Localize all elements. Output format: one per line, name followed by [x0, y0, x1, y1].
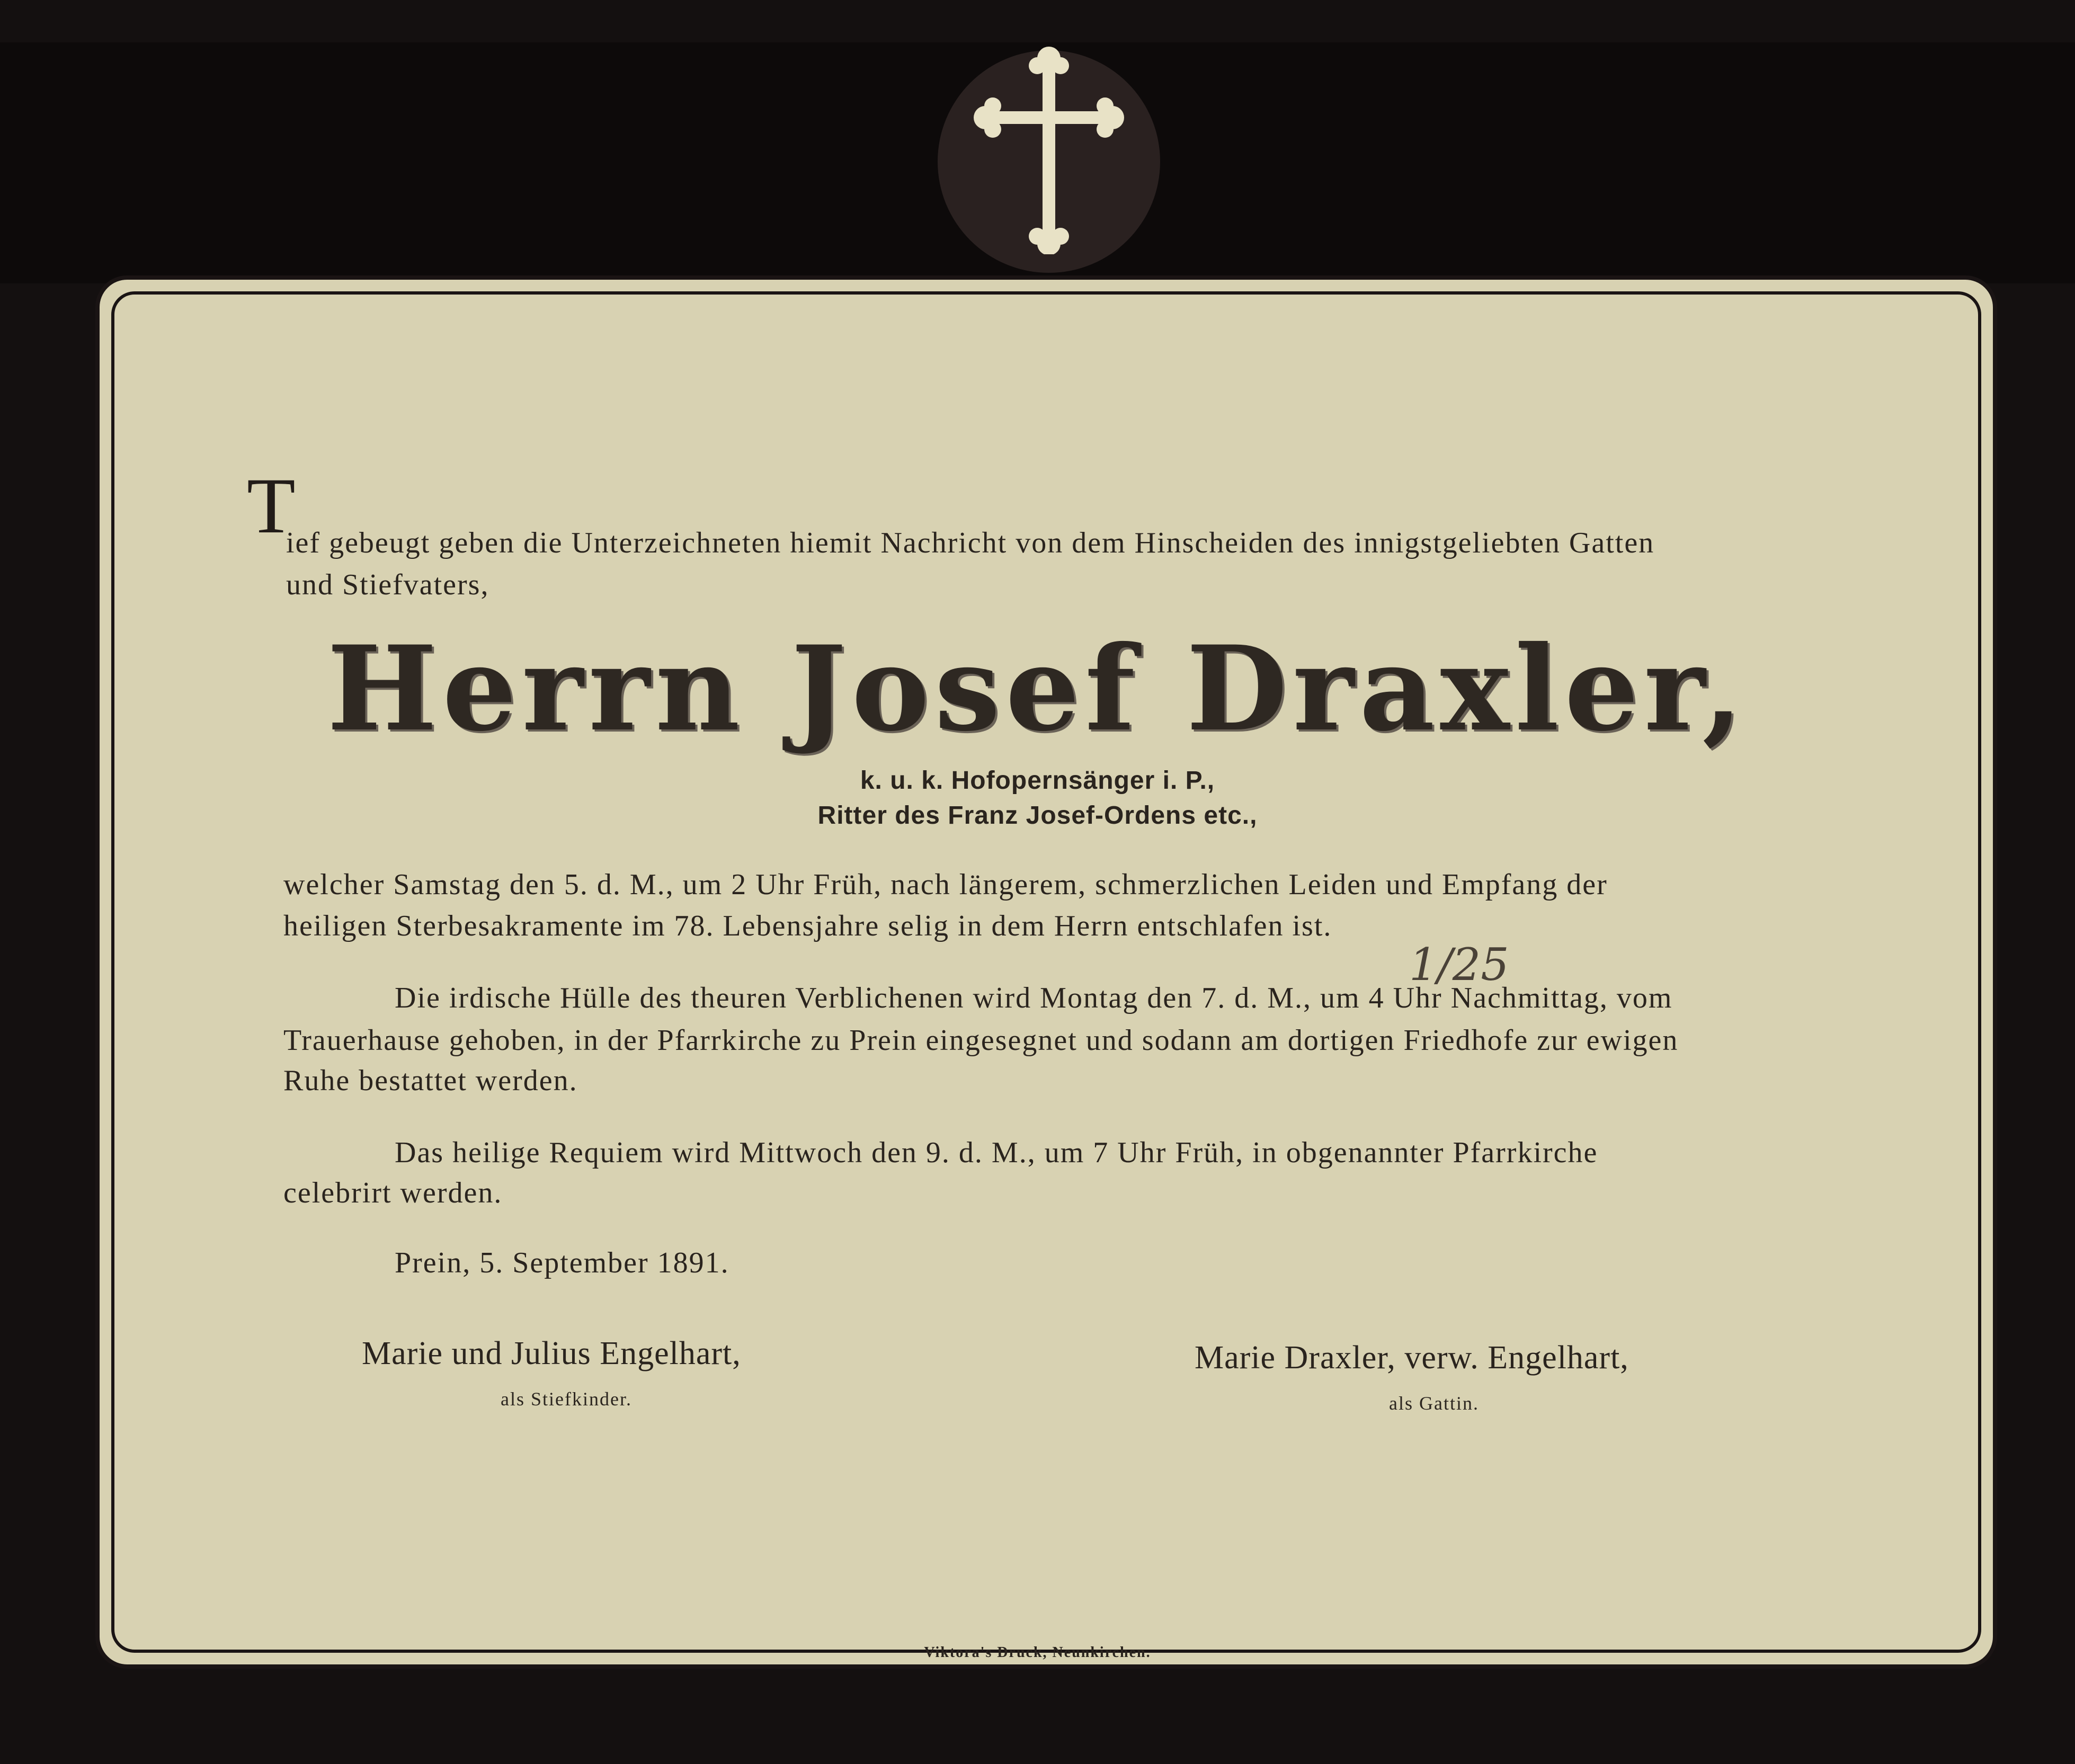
deceased-title-line-1: k. u. k. Hofopernsänger i. P.,: [860, 767, 1215, 795]
printer-imprint: Viktora's Druck, Neunkirchen.: [924, 1644, 1151, 1661]
requiem-line-1: Das heilige Requiem wird Mittwoch den 9. d. M., um 7 Uhr Früh, in obgenannter Pfarrkirche: [395, 1136, 1598, 1169]
signatory-left-role: als Stiefkinder.: [501, 1388, 632, 1410]
intro-line-1: ief gebeugt geben die Unterzeichneten hiemit Nachricht von dem Hinscheiden des innigstgeliebten Gatten: [286, 527, 1655, 559]
funeral-line-1: Die irdische Hülle des theuren Verblichenen wird Montag den 7. d. M., um 4 Uhr Nachmittag, vom: [395, 982, 1673, 1014]
deceased-name: Herrn Josef Draxler,: [327, 620, 1748, 757]
place-and-date: Prein, 5. September 1891.: [395, 1246, 729, 1279]
notice-card: [95, 275, 1997, 1669]
cross-icon: [969, 42, 1128, 254]
signatory-right-name: Marie Draxler, verw. Engelhart,: [1195, 1340, 1629, 1376]
handwritten-note: 1/25: [1409, 939, 1509, 991]
deceased-title-line-2: Ritter des Franz Josef-Ordens etc.,: [817, 801, 1258, 830]
signatory-left-name: Marie und Julius Engelhart,: [362, 1335, 741, 1371]
death-line-2: heiligen Sterbesakramente im 78. Lebensjahre selig in dem Herrn entschlafen ist.: [283, 910, 1332, 942]
intro-line-2: und Stiefvaters,: [286, 568, 489, 601]
notice-inner-frame: [111, 291, 1981, 1653]
signatory-right-role: als Gattin.: [1389, 1393, 1479, 1414]
requiem-line-2: celebrirt werden.: [283, 1177, 503, 1209]
funeral-line-2: Trauerhause gehoben, in der Pfarrkirche zu Prein eingesegnet und sodann am dortigen Friedhofe zur ewigen: [283, 1024, 1679, 1057]
funeral-line-3: Ruhe bestattet werden.: [283, 1064, 578, 1097]
death-line-1: welcher Samstag den 5. d. M., um 2 Uhr Früh, nach längerem, schmerzlichen Leiden und Empfang der: [283, 868, 1608, 901]
intro-dropcap: T: [247, 462, 296, 550]
